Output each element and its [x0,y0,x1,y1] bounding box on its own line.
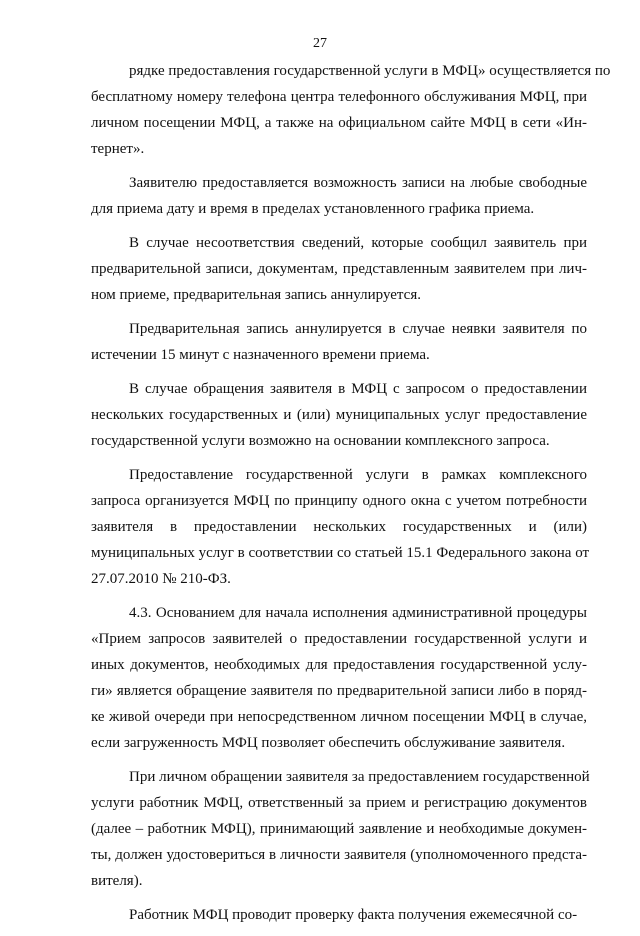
text-line: муниципальных услуг в соответствии со статьей 15.1 Федерального закона от [91,545,590,561]
text-line: Предоставление государственной услуги в рамках комплексного [129,467,587,483]
text-line: заявителя в предоставлении нескольких государственных и (или) [91,519,587,535]
text-line: ке живой очереди при непосредственном личном посещении МФЦ в случае, [91,709,587,725]
text-line: запроса организуется МФЦ по принципу одного окна с учетом потребности [91,493,587,509]
text-line: иных документов, необходимых для предоставления государственной услу- [91,657,587,673]
text-line: В случае обращения заявителя в МФЦ с запросом о предоставлении [129,381,587,397]
paragraph [91,902,587,928]
text-line: для приема дату и время в пределах установленного графика приема. [91,201,535,217]
text-line: Предварительная запись аннулируется в случае неявки заявителя по [129,321,587,337]
paragraph [91,600,587,756]
paragraph [91,764,590,894]
text-line: 4.3. Основанием для начала исполнения административной процедуры [129,605,587,621]
text-line: «Прием запросов заявителей о предоставлении государственной услуги и [91,631,587,647]
paragraph [91,58,611,162]
text-line: 27.07.2010 № 210-ФЗ. [91,571,231,587]
text-line: Заявителю предоставляется возможность записи на любые свободные [129,175,587,191]
paragraph [91,230,587,308]
paragraph [91,376,587,454]
text-line: Работник МФЦ проводит проверку факта получения ежемесячной со- [129,907,578,923]
paragraph [91,170,587,222]
text-line: рядке предоставления государственной услуги в МФЦ» осуществляется по [129,63,611,79]
page-number: 27 [313,36,327,51]
body-text [91,58,611,936]
text-line: ги» является обращение заявителя по предварительной записи либо в поряд- [91,683,587,699]
paragraph [91,316,587,368]
text-line: ном приеме, предварительная запись аннулируется. [91,287,421,303]
text-line: В случае несоответствия сведений, которые сообщил заявитель при [129,235,587,251]
text-line: государственной услуги возможно на основании комплексного запроса. [91,433,550,449]
text-line: истечении 15 минут с назначенного времени приема. [91,347,430,363]
text-line: бесплатному номеру телефона центра телефонного обслуживания МФЦ, при [91,89,587,105]
text-line: При личном обращении заявителя за предоставлением государственной [129,769,590,785]
text-line: вителя). [91,873,143,889]
text-line: личном посещении МФЦ, а также на официальном сайте МФЦ в сети «Ин- [91,115,587,131]
text-line: тернет». [91,141,145,157]
text-line: предварительной записи, документам, представленным заявителем при лич- [91,261,587,277]
text-line: если загруженность МФЦ позволяет обеспечить обслуживание заявителя. [91,735,566,751]
text-line: услуги работник МФЦ, ответственный за прием и регистрацию документов [91,795,587,811]
paragraph [91,462,590,592]
text-line: нескольких государственных и (или) муниципальных услуг предоставление [91,407,587,423]
text-line: (далее – работник МФЦ), принимающий заявление и необходимые докумен- [91,821,587,837]
text-line: ты, должен удостовериться в личности заявителя (уполномоченного предста- [91,847,587,863]
